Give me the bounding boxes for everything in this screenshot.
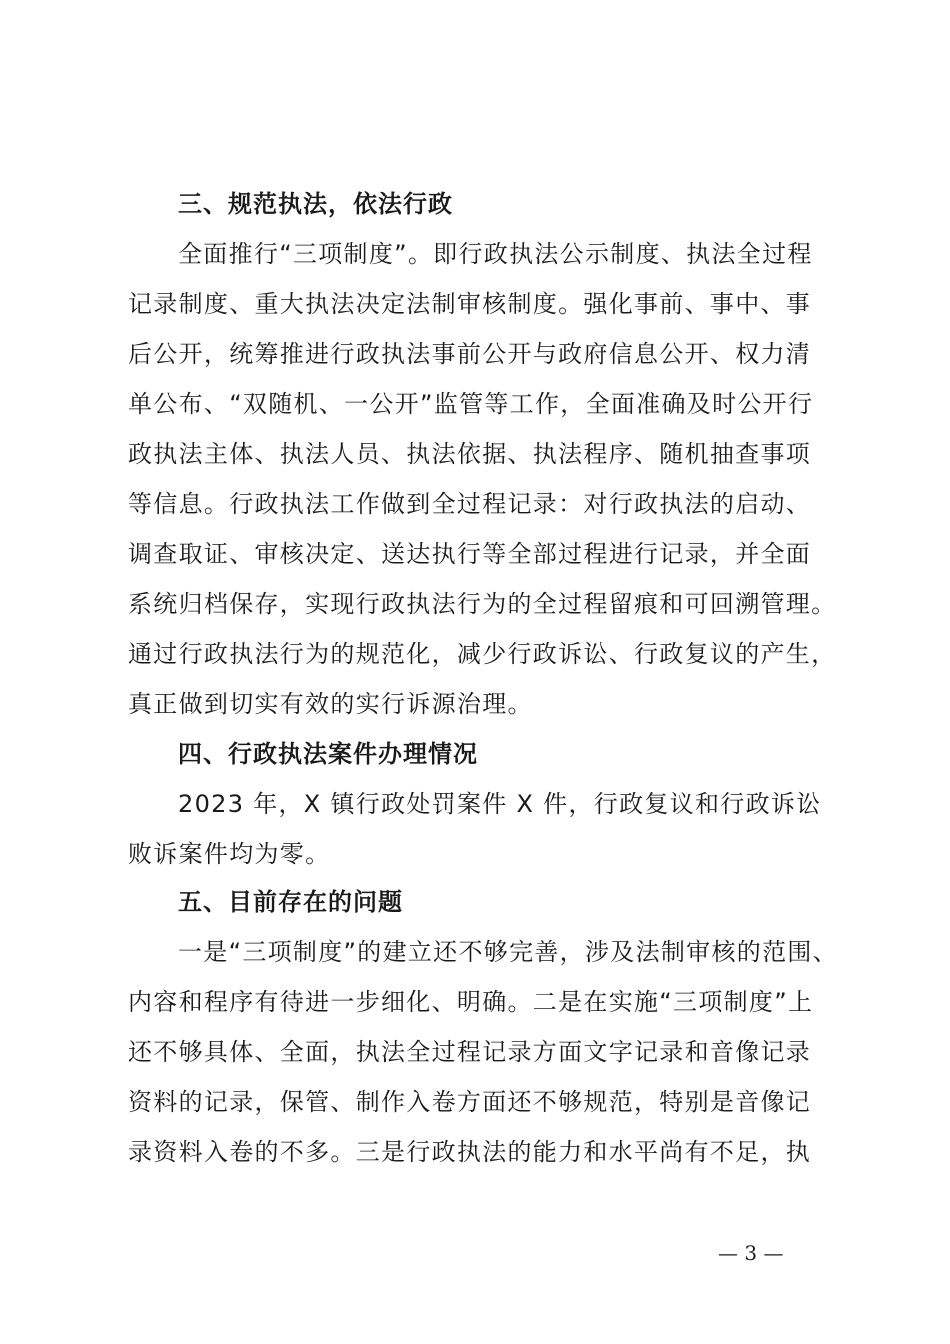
section-3-line-9: 通过行政执法行为的规范化，减少行政诉讼、行政复议的产生，: [128, 640, 837, 668]
section-4-line-1: 2023 年，X 镇行政处罚案件 X 件，行政复议和行政诉讼: [178, 790, 822, 818]
section-3-heading: 三、规范执法，依法行政: [178, 190, 453, 218]
section-3-line-4: 单公布、“双随机、一公开”监管等工作，全面准确及时公开行: [128, 390, 814, 418]
section-5-heading: 五、目前存在的问题: [178, 888, 403, 916]
section-5-line-1: 一是“三项制度”的建立还不够完善，涉及法制审核的范围、: [178, 938, 838, 966]
page-number: — 3 —: [718, 1241, 784, 1265]
section-3-line-7: 调查取证、审核决定、送达执行等全部过程进行记录，并全面: [128, 540, 812, 568]
section-4-line-2: 败诉案件均为零。: [128, 840, 331, 868]
section-5-line-4: 资料的记录，保管、制作入卷方面还不够规范，特别是音像记: [128, 1088, 812, 1116]
section-3-line-2: 记录制度、重大执法决定法制审核制度。强化事前、事中、事: [128, 290, 812, 318]
section-5-line-3: 还不够具体、全面，执法全过程记录方面文字记录和音像记录: [128, 1038, 812, 1066]
section-4-heading: 四、行政执法案件办理情况: [178, 740, 478, 768]
section-3-line-8: 系统归档保存，实现行政执法行为的全过程留痕和可回溯管理。: [128, 590, 837, 618]
section-3-line-6: 等信息。行政执法工作做到全过程记录：对行政执法的启动、: [128, 490, 812, 518]
section-3-line-5: 政执法主体、执法人员、执法依据、执法程序、随机抽查事项: [128, 440, 812, 468]
section-3-line-10: 真正做到切实有效的实行诉源治理。: [128, 690, 533, 718]
section-3-line-3: 后公开，统筹推进行政执法事前公开与政府信息公开、权力清: [128, 340, 812, 368]
section-5-line-2: 内容和程序有待进一步细化、明确。二是在实施“三项制度”上: [128, 988, 814, 1016]
section-3-line-1: 全面推行“三项制度”。即行政执法公示制度、执法全过程: [178, 240, 813, 268]
section-5-line-5: 录资料入卷的不多。三是行政执法的能力和水平尚有不足，执: [128, 1138, 812, 1166]
